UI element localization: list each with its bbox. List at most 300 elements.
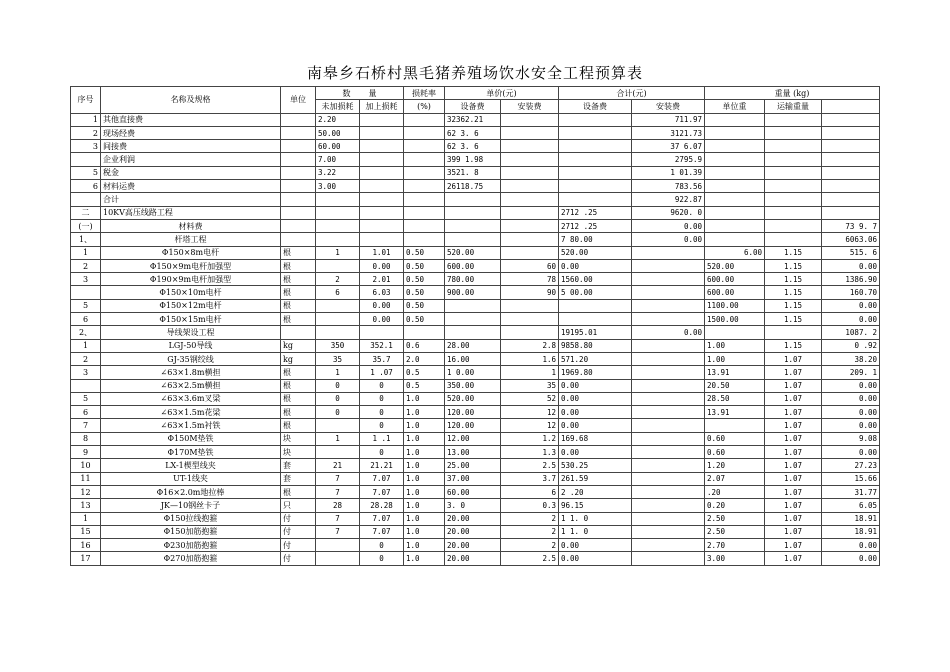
cell-unit: 根 [281, 273, 316, 286]
cell-seq: 6 [71, 406, 101, 419]
cell-seq: 1、 [71, 233, 101, 246]
header-name: 名称及规格 [101, 87, 281, 114]
cell-seq: 8 [71, 432, 101, 445]
cell-transport-weight [765, 206, 822, 219]
cell-unit-equipment: 120.00 [445, 406, 501, 419]
cell-with-loss: 1 .1 [360, 432, 404, 445]
cell-weight-total: 31.77 [822, 485, 880, 498]
table-row [71, 392, 880, 405]
cell-transport-weight [765, 180, 822, 193]
cell-name: 现场经费 [101, 126, 281, 139]
cell-unit-install [501, 193, 559, 206]
cell-unit-equipment: 120.00 [445, 419, 501, 432]
cell-total-install [632, 379, 705, 392]
cell-weight-total: 0.00 [822, 539, 880, 552]
cell-total-install [632, 366, 705, 379]
cell-total-install: 922.87 [632, 193, 705, 206]
cell-unit-equipment: 350.00 [445, 379, 501, 392]
cell-total-equipment: 2712 .25 [559, 219, 632, 232]
cell-unit-install: 52 [501, 392, 559, 405]
cell-name: Φ150拉线抱箍 [101, 512, 281, 525]
cell-weight-total [822, 140, 880, 153]
cell-transport-weight: 1.15 [765, 273, 822, 286]
header-with-loss: 加上损耗 [360, 100, 404, 113]
cell-name: Φ230加筋抱箍 [101, 539, 281, 552]
cell-with-loss [360, 153, 404, 166]
cell-loss-rate: 0.6 [404, 339, 445, 352]
table-row [71, 206, 880, 219]
cell-unit-install: 0.3 [501, 499, 559, 512]
cell-seq: 13 [71, 499, 101, 512]
cell-unit: 块 [281, 432, 316, 445]
cell-weight-total [822, 193, 880, 206]
table-row [71, 539, 880, 552]
cell-unit-weight [705, 193, 765, 206]
cell-seq: (一) [71, 219, 101, 232]
cell-unit: kg [281, 339, 316, 352]
cell-seq: 15 [71, 525, 101, 538]
cell-unit-weight: 1.00 [705, 339, 765, 352]
cell-with-loss: 0 [360, 406, 404, 419]
cell-unit-equipment: 16.00 [445, 352, 501, 365]
cell-transport-weight: 1.07 [765, 379, 822, 392]
table-row [71, 259, 880, 272]
cell-name: GJ-35钢绞线 [101, 352, 281, 365]
cell-no-loss [316, 259, 360, 272]
cell-total-equipment [559, 126, 632, 139]
cell-unit-weight [705, 326, 765, 339]
cell-unit-install: 78 [501, 273, 559, 286]
cell-no-loss: 0 [316, 406, 360, 419]
cell-total-equipment [559, 153, 632, 166]
cell-transport-weight: 1.07 [765, 432, 822, 445]
table-header [71, 87, 880, 114]
cell-total-install [632, 472, 705, 485]
table-row [71, 459, 880, 472]
cell-unit-weight [705, 219, 765, 232]
cell-loss-rate: 1.0 [404, 392, 445, 405]
cell-no-loss: 0 [316, 379, 360, 392]
cell-unit-weight [705, 153, 765, 166]
cell-no-loss: 7 [316, 525, 360, 538]
cell-weight-total: 18.91 [822, 512, 880, 525]
cell-unit-install [501, 113, 559, 126]
cell-loss-rate: 0.5 [404, 366, 445, 379]
cell-name: Φ150×8m电杆 [101, 246, 281, 259]
cell-name: ∠63×1.5m花梁 [101, 406, 281, 419]
header-qty-a: 数 [342, 88, 351, 98]
cell-total-install [632, 273, 705, 286]
cell-weight-total [822, 206, 880, 219]
cell-total-equipment [559, 180, 632, 193]
cell-total-equipment: 9858.80 [559, 339, 632, 352]
cell-with-loss: 7.07 [360, 512, 404, 525]
cell-loss-rate [404, 233, 445, 246]
cell-transport-weight: 1.07 [765, 552, 822, 565]
table-row [71, 299, 880, 312]
cell-loss-rate: 1.0 [404, 539, 445, 552]
cell-with-loss: 2.01 [360, 273, 404, 286]
cell-no-loss: 50.00 [316, 126, 360, 139]
cell-with-loss: 7.07 [360, 525, 404, 538]
header-qty-b: 量 [368, 88, 377, 98]
cell-loss-rate [404, 326, 445, 339]
cell-transport-weight: 1.07 [765, 512, 822, 525]
cell-seq: 二 [71, 206, 101, 219]
cell-transport-weight [765, 126, 822, 139]
table-row [71, 366, 880, 379]
cell-no-loss: 1 [316, 366, 360, 379]
cell-total-equipment: 0.00 [559, 552, 632, 565]
cell-unit [281, 180, 316, 193]
cell-loss-rate: 1.0 [404, 512, 445, 525]
cell-unit: 根 [281, 246, 316, 259]
cell-total-equipment: 169.68 [559, 432, 632, 445]
cell-name: 材料运费 [101, 180, 281, 193]
cell-no-loss: 60.00 [316, 140, 360, 153]
cell-unit-weight [705, 140, 765, 153]
cell-unit [281, 219, 316, 232]
cell-seq: 2 [71, 352, 101, 365]
cell-transport-weight: 1.15 [765, 259, 822, 272]
header-transport-weight: 运输重量 [765, 100, 822, 113]
cell-no-loss: 2 [316, 273, 360, 286]
cell-weight-total: 27.23 [822, 459, 880, 472]
cell-unit: 根 [281, 379, 316, 392]
cell-name: Φ150×10m电杆 [101, 286, 281, 299]
cell-weight-total: 0.00 [822, 313, 880, 326]
cell-name: JK—10钢丝卡子 [101, 499, 281, 512]
cell-unit: 付 [281, 539, 316, 552]
cell-total-install [632, 352, 705, 365]
cell-loss-rate: 0.50 [404, 246, 445, 259]
cell-weight-total: 0.00 [822, 406, 880, 419]
cell-with-loss: 0.00 [360, 313, 404, 326]
cell-loss-rate [404, 153, 445, 166]
cell-unit [281, 193, 316, 206]
cell-with-loss [360, 126, 404, 139]
cell-transport-weight: 1.07 [765, 539, 822, 552]
cell-loss-rate: 1.0 [404, 485, 445, 498]
cell-total-equipment [559, 313, 632, 326]
cell-unit-equipment: 20.00 [445, 539, 501, 552]
cell-unit-install [501, 166, 559, 179]
cell-seq: 5 [71, 299, 101, 312]
cell-unit: 根 [281, 485, 316, 498]
cell-unit [281, 166, 316, 179]
cell-unit-install: 2.5 [501, 552, 559, 565]
cell-loss-rate: 1.0 [404, 525, 445, 538]
cell-no-loss [316, 299, 360, 312]
cell-loss-rate [404, 140, 445, 153]
cell-total-install [632, 259, 705, 272]
table-row [71, 485, 880, 498]
cell-unit-install: 2 [501, 539, 559, 552]
table-row [71, 352, 880, 365]
cell-unit-equipment: 780.00 [445, 273, 501, 286]
cell-total-install: 0.00 [632, 326, 705, 339]
cell-with-loss [360, 166, 404, 179]
cell-with-loss: 0 [360, 392, 404, 405]
cell-unit-install [501, 206, 559, 219]
cell-unit-install [501, 299, 559, 312]
cell-total-install [632, 299, 705, 312]
cell-transport-weight [765, 166, 822, 179]
cell-unit: 根 [281, 392, 316, 405]
table-row [71, 313, 880, 326]
cell-total-equipment: 2712 .25 [559, 206, 632, 219]
cell-unit: 根 [281, 299, 316, 312]
cell-name: 间接费 [101, 140, 281, 153]
cell-name: 税金 [101, 166, 281, 179]
cell-unit: 块 [281, 446, 316, 459]
cell-name: LX-1楔型线夹 [101, 459, 281, 472]
cell-loss-rate: 0.50 [404, 273, 445, 286]
cell-total-install [632, 525, 705, 538]
cell-no-loss: 1 [316, 246, 360, 259]
cell-weight-total: 38.20 [822, 352, 880, 365]
table-row [71, 326, 880, 339]
cell-weight-total: 9.08 [822, 432, 880, 445]
cell-total-equipment: 1 1. 0 [559, 512, 632, 525]
cell-weight-total: 0 .92 [822, 339, 880, 352]
cell-unit: 根 [281, 259, 316, 272]
cell-transport-weight: 1.07 [765, 392, 822, 405]
cell-weight-total: 0.00 [822, 446, 880, 459]
cell-weight-total [822, 180, 880, 193]
cell-unit-weight: 20.50 [705, 379, 765, 392]
cell-weight-total: 73 9. 7 [822, 219, 880, 232]
cell-no-loss: 21 [316, 459, 360, 472]
cell-total-equipment: 520.00 [559, 246, 632, 259]
header-total-install: 安装费 [632, 100, 705, 113]
cell-unit-install: 2.8 [501, 339, 559, 352]
cell-with-loss: 0 [360, 446, 404, 459]
cell-unit-equipment: 62 3. 6 [445, 140, 501, 153]
cell-weight-total: 160.70 [822, 286, 880, 299]
cell-unit-equipment [445, 326, 501, 339]
cell-unit-equipment: 399 1.98 [445, 153, 501, 166]
table-row [71, 525, 880, 538]
cell-loss-rate: 1.0 [404, 472, 445, 485]
cell-unit-install: 12 [501, 406, 559, 419]
header-unit: 单位 [281, 87, 316, 114]
cell-unit-equipment: 600.00 [445, 259, 501, 272]
header-install-fee: 安装费 [501, 100, 559, 113]
cell-unit-equipment [445, 206, 501, 219]
cell-loss-rate: 0.50 [404, 286, 445, 299]
table-row [71, 512, 880, 525]
cell-total-install [632, 286, 705, 299]
cell-loss-rate: 2.0 [404, 352, 445, 365]
cell-with-loss [360, 180, 404, 193]
cell-unit-equipment: 25.00 [445, 459, 501, 472]
cell-no-loss: 7 [316, 472, 360, 485]
table-row [71, 339, 880, 352]
cell-unit-weight: 2.70 [705, 539, 765, 552]
cell-seq: 7 [71, 419, 101, 432]
cell-no-loss: 6 [316, 286, 360, 299]
cell-name: 合计 [101, 193, 281, 206]
cell-transport-weight: 1.15 [765, 286, 822, 299]
cell-weight-total [822, 153, 880, 166]
table-row [71, 180, 880, 193]
cell-with-loss: 0.00 [360, 299, 404, 312]
cell-seq: 6 [71, 313, 101, 326]
cell-weight-total: 1386.90 [822, 273, 880, 286]
cell-unit-equipment: 32362.21 [445, 113, 501, 126]
cell-unit-install: 1.3 [501, 446, 559, 459]
cell-name: Φ190×9m电杆加强型 [101, 273, 281, 286]
cell-weight-total: 1087. 2 [822, 326, 880, 339]
cell-unit-equipment: 900.00 [445, 286, 501, 299]
cell-loss-rate: 0.50 [404, 259, 445, 272]
cell-total-equipment: 0.00 [559, 419, 632, 432]
header-equipment-fee: 设备费 [445, 100, 501, 113]
cell-unit-weight: 520.00 [705, 259, 765, 272]
cell-unit-equipment: 20.00 [445, 512, 501, 525]
cell-seq: 1 [71, 246, 101, 259]
cell-unit-weight: 6.00 [705, 246, 765, 259]
cell-unit-equipment [445, 299, 501, 312]
cell-no-loss: 1 [316, 432, 360, 445]
cell-total-install [632, 459, 705, 472]
cell-transport-weight: 1.07 [765, 366, 822, 379]
table-row [71, 140, 880, 153]
cell-name: Φ150×12m电杆 [101, 299, 281, 312]
cell-with-loss [360, 206, 404, 219]
header-total: 合计(元) [559, 87, 705, 100]
cell-seq [71, 379, 101, 392]
table-row [71, 432, 880, 445]
cell-seq: 6 [71, 180, 101, 193]
table-row [71, 446, 880, 459]
cell-no-loss [316, 552, 360, 565]
cell-no-loss [316, 326, 360, 339]
cell-transport-weight: 1.15 [765, 313, 822, 326]
cell-seq [71, 153, 101, 166]
cell-loss-rate: 1.0 [404, 499, 445, 512]
cell-total-install: 0.00 [632, 219, 705, 232]
cell-transport-weight: 1.07 [765, 499, 822, 512]
cell-no-loss: 3.00 [316, 180, 360, 193]
cell-unit-install: 3.7 [501, 472, 559, 485]
page-title: 南皋乡石桥村黑毛猪养殖场饮水安全工程预算表 [306, 64, 643, 82]
cell-name: Φ150加筋抱箍 [101, 525, 281, 538]
cell-unit-weight: 1500.00 [705, 313, 765, 326]
table-row [71, 273, 880, 286]
cell-total-equipment [559, 193, 632, 206]
cell-loss-rate [404, 206, 445, 219]
cell-unit-equipment: 60.00 [445, 485, 501, 498]
cell-unit-install [501, 246, 559, 259]
cell-with-loss: 0 [360, 552, 404, 565]
cell-total-equipment [559, 299, 632, 312]
cell-total-install: 783.56 [632, 180, 705, 193]
cell-name: ∠63×1.5m衬铁 [101, 419, 281, 432]
cell-unit-weight: 600.00 [705, 286, 765, 299]
cell-total-install [632, 246, 705, 259]
cell-unit-weight: 0.20 [705, 499, 765, 512]
cell-name: 企业利润 [101, 153, 281, 166]
cell-unit-equipment [445, 233, 501, 246]
header-unit-weight: 单位重 [705, 100, 765, 113]
cell-no-loss: 0 [316, 392, 360, 405]
cell-name: 导线架设工程 [101, 326, 281, 339]
cell-seq: 17 [71, 552, 101, 565]
cell-unit-install: 35 [501, 379, 559, 392]
cell-unit-equipment: 520.00 [445, 392, 501, 405]
cell-with-loss: 7.07 [360, 485, 404, 498]
cell-weight-total: 0.00 [822, 419, 880, 432]
cell-name: Φ270加筋抱箍 [101, 552, 281, 565]
cell-transport-weight: 1.07 [765, 406, 822, 419]
cell-no-loss [316, 419, 360, 432]
cell-unit-weight [705, 126, 765, 139]
cell-unit-weight [705, 166, 765, 179]
cell-transport-weight: 1.07 [765, 419, 822, 432]
table-row [71, 233, 880, 246]
cell-name: Φ150M垫铁 [101, 432, 281, 445]
cell-unit-weight: 3.00 [705, 552, 765, 565]
header-weight: 重量 (kg) [705, 87, 880, 100]
cell-unit: 付 [281, 552, 316, 565]
cell-unit [281, 113, 316, 126]
cell-name: 材料费 [101, 219, 281, 232]
cell-unit-weight: 600.00 [705, 273, 765, 286]
cell-loss-rate [404, 180, 445, 193]
cell-unit-equipment: 1 0.00 [445, 366, 501, 379]
cell-with-loss [360, 193, 404, 206]
cell-seq: 9 [71, 446, 101, 459]
cell-total-equipment: 0.00 [559, 406, 632, 419]
cell-unit [281, 153, 316, 166]
cell-transport-weight [765, 113, 822, 126]
cell-with-loss: 1 .07 [360, 366, 404, 379]
cell-name: ∠63×1.8m横担 [101, 366, 281, 379]
table-row [71, 193, 880, 206]
cell-unit: 根 [281, 286, 316, 299]
cell-unit-equipment: 37.00 [445, 472, 501, 485]
cell-seq: 3 [71, 140, 101, 153]
cell-seq: 5 [71, 392, 101, 405]
cell-unit-install [501, 233, 559, 246]
cell-transport-weight: 1.15 [765, 246, 822, 259]
cell-with-loss [360, 219, 404, 232]
cell-no-loss: 7 [316, 485, 360, 498]
cell-unit-weight: .20 [705, 485, 765, 498]
cell-seq: 1 [71, 113, 101, 126]
cell-name: ∠63×2.5m横担 [101, 379, 281, 392]
cell-transport-weight [765, 326, 822, 339]
cell-with-loss: 35.7 [360, 352, 404, 365]
cell-transport-weight: 1.07 [765, 446, 822, 459]
cell-name: UT-1线夹 [101, 472, 281, 485]
cell-loss-rate: 1.0 [404, 432, 445, 445]
cell-unit-weight [705, 206, 765, 219]
cell-weight-total: 0.00 [822, 392, 880, 405]
cell-unit-weight: 0.60 [705, 432, 765, 445]
table-row [71, 499, 880, 512]
cell-with-loss: 28.28 [360, 499, 404, 512]
cell-unit-equipment: 13.00 [445, 446, 501, 459]
cell-name: 杆塔工程 [101, 233, 281, 246]
cell-total-equipment: 0.00 [559, 539, 632, 552]
cell-unit: 套 [281, 459, 316, 472]
header-seq: 序号 [71, 87, 101, 114]
cell-seq: 11 [71, 472, 101, 485]
cell-no-loss [316, 206, 360, 219]
